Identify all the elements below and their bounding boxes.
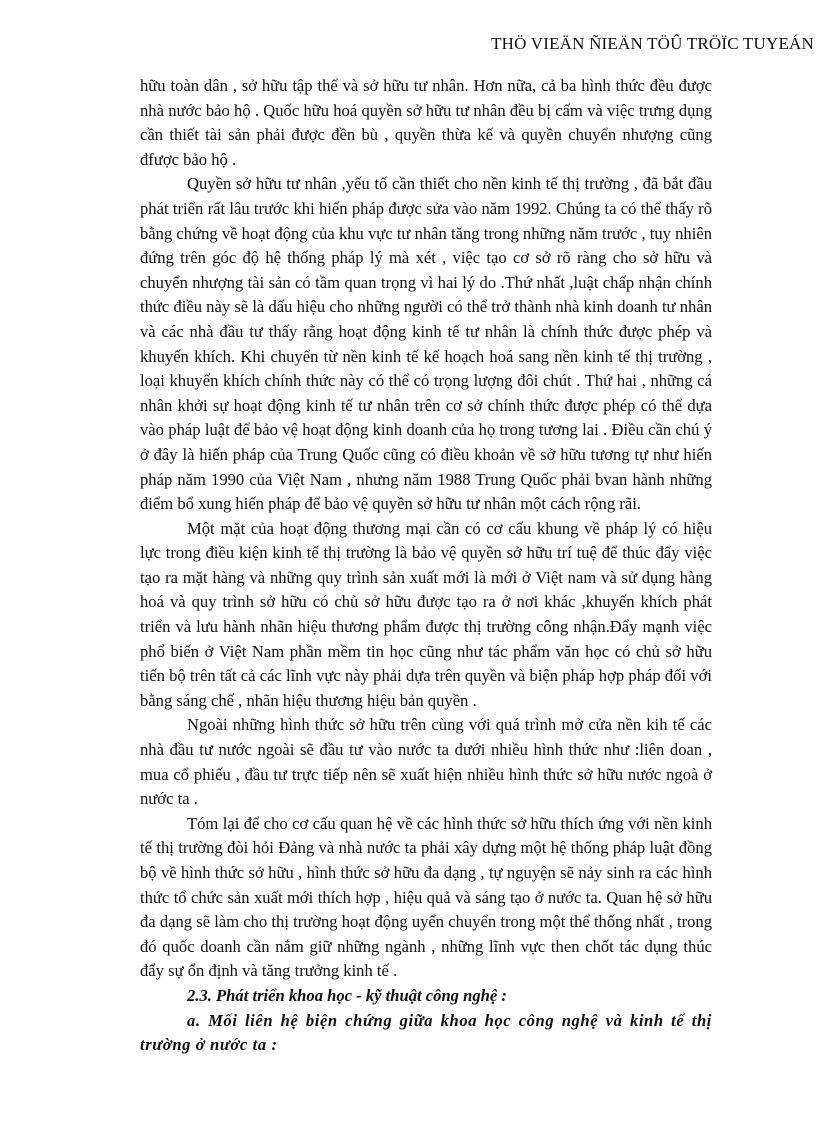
subsection-heading-a: a. Mối liên hệ biện chứng giữa khoa học công nghệ và kinh tế thị trường ở nước ta : — [140, 1010, 712, 1055]
section-heading-2-3: 2.3. Phát triển khoa học - kỹ thuật công nghệ : — [187, 985, 507, 1005]
paragraph-conclusion: Tóm lại để cho cơ cấu quan hệ về các hình thức sở hữu thích ứng với nền kinh tế thị trường đòi hỏi Đảng và nhà nước ta phải xây dựng một hệ thống pháp luật đồng bộ về hình thức sở hữu , hình thức sở hữu đa dạng , tự nguyện sẽ nảy sinh ra các hình thức tổ chức sản xuất mới thích hợp , hiệu quả và sáng tạo ở nước ta. Quan hệ sở hữu đa dạng sẽ làm cho thị trường hoạt động uyển chuyển trong một thể thống nhất , trong đó quốc doanh cần nắm giữ những ngành , những lĩnh vực then chốt tác dụng thúc đẩy sự ổn định và tăng trưởng kinh tế . — [140, 813, 712, 981]
document-body — [140, 74, 712, 1058]
paragraph-ownership-forms: hữu toàn dân , sở hữu tập thể và sở hữu tư nhân. Hơn nữa, cả ba hình thức đều được nhà nước bảo hộ . Quốc hữu hoá quyền sở hữu tư nhân đều bị cấm và việc trưng dụng cần thiết tài sản phải được đền bù , quyền thừa kế và quyền chuyển nhượng cũng đfược bảo hộ . — [140, 76, 712, 169]
paragraph-foreign-investment: Ngoài những hình thức sở hữu trên cùng với quá trình mở cửa nền kih tế các nhà đầu tư nước ngoài sẽ đầu tư vào nước ta dưới nhiều hình thức như :liên doan , mua cổ phiếu , đầu tư trực tiếp nên sẽ xuất hiện nhiều hình thức sở hữu nước ngoà ở nước ta . — [140, 715, 712, 809]
paragraph-private-ownership: Quyền sở hữu tư nhân ,yếu tố cần thiết cho nền kinh tế thị trường , đã bắt đầu phát triển rất lâu trước khi hiến pháp được sửa vào năm 1992. Chúng ta có thể thấy rõ bằng chứng về hoạt động của khu vực tư nhân tăng trong những năm trước , tuy nhiên đứng trên góc độ hệ thống pháp lý mà xét , việc tạo cơ sở rõ ràng cho sở hữu và chuyển nhượng tài sản có tầm quan trọng vì hai lý do .Thứ nhất ,luật chấp nhận chính thức điều này sẽ là dấu hiệu cho những người có thể trở thành nhà kinh doanh tư nhân và các nhà đầu tư thấy rằng hoạt động kinh tế tư nhân là chính thức được phép và khuyến khích. Khi chuyển từ nền kinh tế kế hoạch hoá sang nền kinh tế thị trường , loại khuyến khích chính thức này có thể có trọng lượng đôi chút . Thứ hai , những cá nhân khởi sự hoạt động kinh tế tư nhân trên cơ sở chính thức được phép có thể dựa vào pháp luật để bảo vệ hoạt động kinh doanh của họ trong tương lai . Điều cần chú ý ở đây là hiến pháp của Trung Quốc cũng có điều khoản về sở hữu tương tự như hiến pháp năm 1990 của Việt Nam , nhưng năm 1988 Trung Quốc phải bvan hành những điểm bổ xung hiến pháp để bảo vệ quyền sở hữu tư nhân một cách rộng rãi. — [140, 174, 712, 514]
paragraph-intellectual-property: Một mặt của hoạt động thương mại cần có cơ cấu khung về pháp lý có hiệu lực trong điều kiện kinh tế thị trường là bảo vệ quyền sở hữu trí tuệ để thúc đẩy việc tạo ra mặt hàng và những quy trình sản xuất mới là mới ở Việt nam và sử dụng hàng hoá và quy trình sở hữu có chủ sở hữu được tạo ra ở nơi khác ,khuyến khích phát triển và lưu hành nhãn hiệu thương phẩm được thị trường công nhận.Đẩy mạnh việc phổ biến ở Việt Nam phần mềm tin học cũng như tác phẩm văn học có chủ sở hữu tiến bộ trên tất cả các lĩnh vực này phải dựa trên quyền và biện pháp hợp pháp đối với bằng sáng chế , nhãn hiệu thương hiệu bản quyền . — [140, 518, 712, 710]
library-header: THÖ VIEÄN ÑIEÄN TÖÛ TRÖÏC TUYEÁN — [491, 34, 814, 53]
